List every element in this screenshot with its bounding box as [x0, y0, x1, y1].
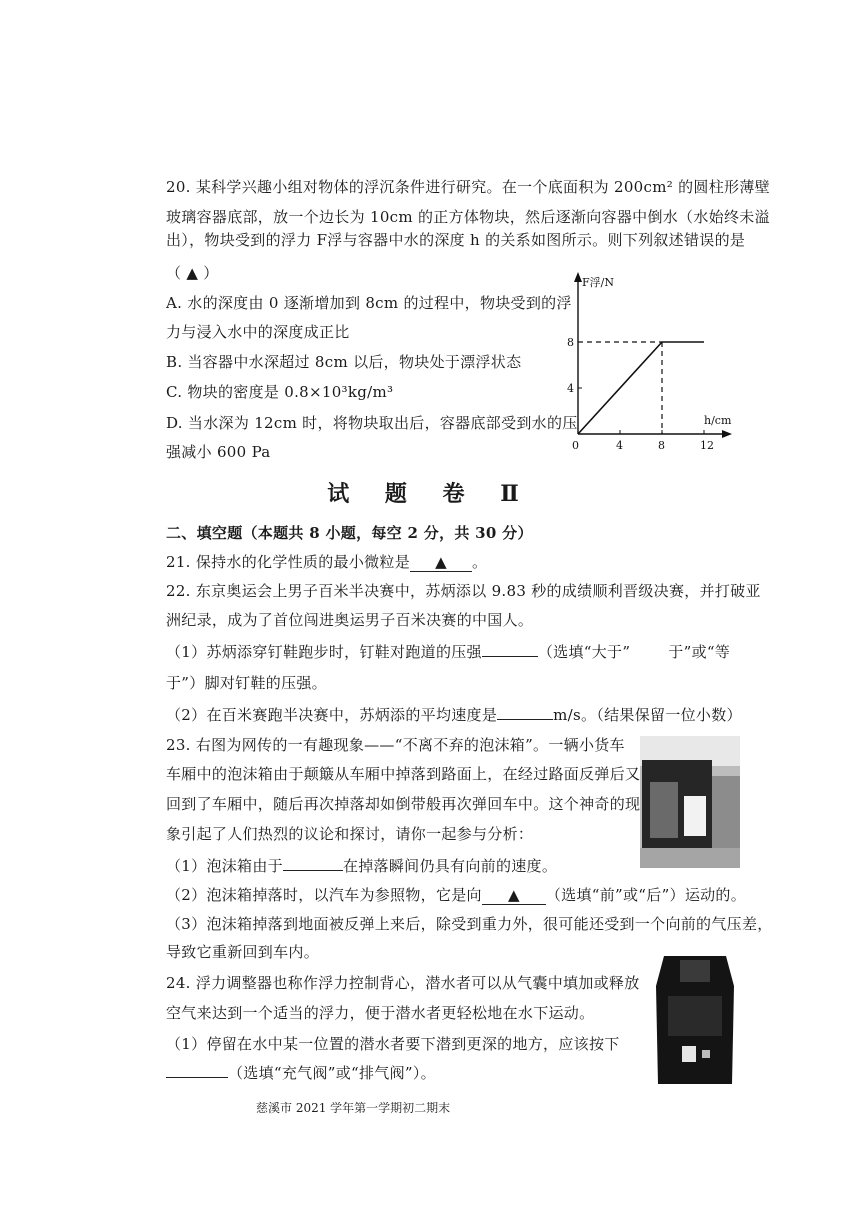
- x-axis-arrow: [722, 430, 732, 438]
- q24-line1: 24. 浮力调整器也称作浮力控制背心，潜水者可以从气囊中填加或释放: [166, 974, 640, 992]
- q23-part2-blank[interactable]: ▲: [482, 886, 546, 905]
- q22-part2-text: （2）在百米赛跑半决赛中，苏炳添的平均速度是: [166, 706, 498, 724]
- q23-part1-blank[interactable]: [283, 870, 343, 871]
- q23-part3-line1: （3）泡沫箱掉落到地面被反弹上来后，除受到重力外，很可能还受到一个向前的气压差，: [166, 915, 773, 933]
- q23-part1-end: 在掉落瞬间仍具有向前的速度。: [342, 857, 558, 875]
- q23-part1: [166, 855, 557, 876]
- q23-part2: [166, 884, 746, 905]
- q20-option-b: B. 当容器中水深超过 8cm 以后，物块处于漂浮状态: [166, 353, 522, 371]
- q22-line1: 22. 东京奥运会上男子百米半决赛中，苏炳添以 9.83 秒的成绩顺利晋级决赛，并打破亚: [166, 582, 761, 600]
- q20-line2: 玻璃容器底部，放一个边长为 10cm 的正方体物块，然后逐渐向容器中倒水（水始终未溢: [166, 208, 770, 226]
- q24-part1-line1: （1）停留在水中某一位置的潜水者要下潜到更深的地方，应该按下: [166, 1035, 620, 1053]
- section-title: 试 题 卷 Ⅱ: [327, 481, 533, 507]
- q20-answer-mark: （ ▲ ）: [166, 264, 219, 282]
- q24-part1-choice: （选填“充气阀”或“排气阀”）。: [228, 1064, 436, 1082]
- q22-part1-choice-cont: 于”或“等: [668, 643, 731, 661]
- q20-option-a-line2: 力与浸入水中的深度成正比: [166, 323, 350, 341]
- q22-line2: 洲纪录，成为了首位闯进奥运男子百米决赛的中国人。: [166, 611, 534, 629]
- q23-part2-text: （2）泡沫箱掉落时，以汽车为参照物，它是向: [166, 886, 482, 904]
- q23-line2: 车厢中的泡沫箱由于颠簸从车厢中掉落到路面上，在经过路面反弹后又: [166, 765, 641, 783]
- buoyancy-vest-photo: [652, 946, 738, 1088]
- q22-part2: [166, 704, 742, 725]
- buoyancy-depth-graph: [560, 266, 750, 462]
- y-axis-arrow: [574, 272, 582, 282]
- y-tick-label: 8: [567, 336, 574, 349]
- q20-line1: 20. 某科学兴趣小组对物体的浮沉条件进行研究。在一个底面积为 200cm² 的圆柱形薄壁: [166, 178, 770, 196]
- q23-part2-end: （选填“前”或“后”）运动的。: [545, 886, 747, 904]
- x-axis-label: h/cm: [704, 414, 732, 427]
- page-footer: 慈溪市 2021 学年第一学期初二期末: [256, 1101, 451, 1115]
- buoyancy-line: [578, 342, 704, 434]
- foam-box-truck-photo: [640, 736, 740, 868]
- q23-part3-line2: 导致它重新回到车内。: [166, 943, 320, 961]
- origin-label: 0: [572, 439, 579, 452]
- q23-line3: 回到了车厢中，随后再次掉落却如倒带般再次弹回车中。这个神奇的现: [166, 795, 641, 813]
- q22-part1-choice: （选填“大于”: [537, 643, 631, 661]
- q21: [166, 551, 487, 572]
- q22-part1-text: （1）苏炳添穿钉鞋跑步时，钉鞋对跑道的压强: [166, 643, 482, 661]
- q22-part1: [166, 641, 730, 662]
- q23-part1-text: （1）泡沫箱由于: [166, 857, 283, 875]
- q20-option-a-line1: A. 水的深度由 0 逐渐增加到 8cm 的过程中，物块受到的浮: [166, 294, 572, 312]
- q23-line1: 23. 右图为网传的一有趣现象——“不离不弃的泡沫箱”。一辆小货车: [166, 736, 625, 754]
- x-tick-label: 12: [700, 439, 714, 452]
- q20-option-d-line1: D. 当水深为 12cm 时，将物块取出后，容器底部受到水的压: [166, 414, 578, 432]
- q22-part1-blank[interactable]: [482, 656, 538, 657]
- q20-option-d-line2: 强减小 600 Pa: [166, 443, 271, 461]
- q22-part1-end: 于”）脚对钉鞋的压强。: [166, 674, 327, 692]
- q21-end: 。: [472, 553, 488, 571]
- q24-line2: 空气来达到一个适当的浮力，便于潜水者更轻松地在水下运动。: [166, 1004, 595, 1022]
- q23-line4: 象引起了人们热烈的议论和探讨，请你一起参与分析：: [166, 825, 534, 843]
- q24-part1-line2: [166, 1062, 436, 1083]
- q24-part1-blank[interactable]: [166, 1077, 228, 1078]
- x-tick-label: 4: [616, 439, 623, 452]
- y-axis-label: F浮/N: [582, 276, 614, 289]
- q22-part2-unit: m/s。（结果保留一位小数）: [553, 706, 742, 724]
- q20-line3: 出），物块受到的浮力 F浮与容器中水的深度 h 的关系如图所示。则下列叙述错误的是: [166, 231, 746, 249]
- graph-marks: [578, 342, 704, 434]
- q21-text: 21. 保持水的化学性质的最小微粒是: [166, 553, 411, 571]
- section-heading: 二、填空题（本题共 8 小题，每空 2 分，共 30 分）: [166, 524, 533, 542]
- q21-blank[interactable]: ▲: [410, 553, 472, 572]
- q20-option-c: C. 物块的密度是 0.8×10³kg/m³: [166, 383, 394, 401]
- y-tick-label: 4: [567, 382, 574, 395]
- q22-part2-blank[interactable]: [497, 719, 553, 720]
- x-tick-label: 8: [658, 439, 665, 452]
